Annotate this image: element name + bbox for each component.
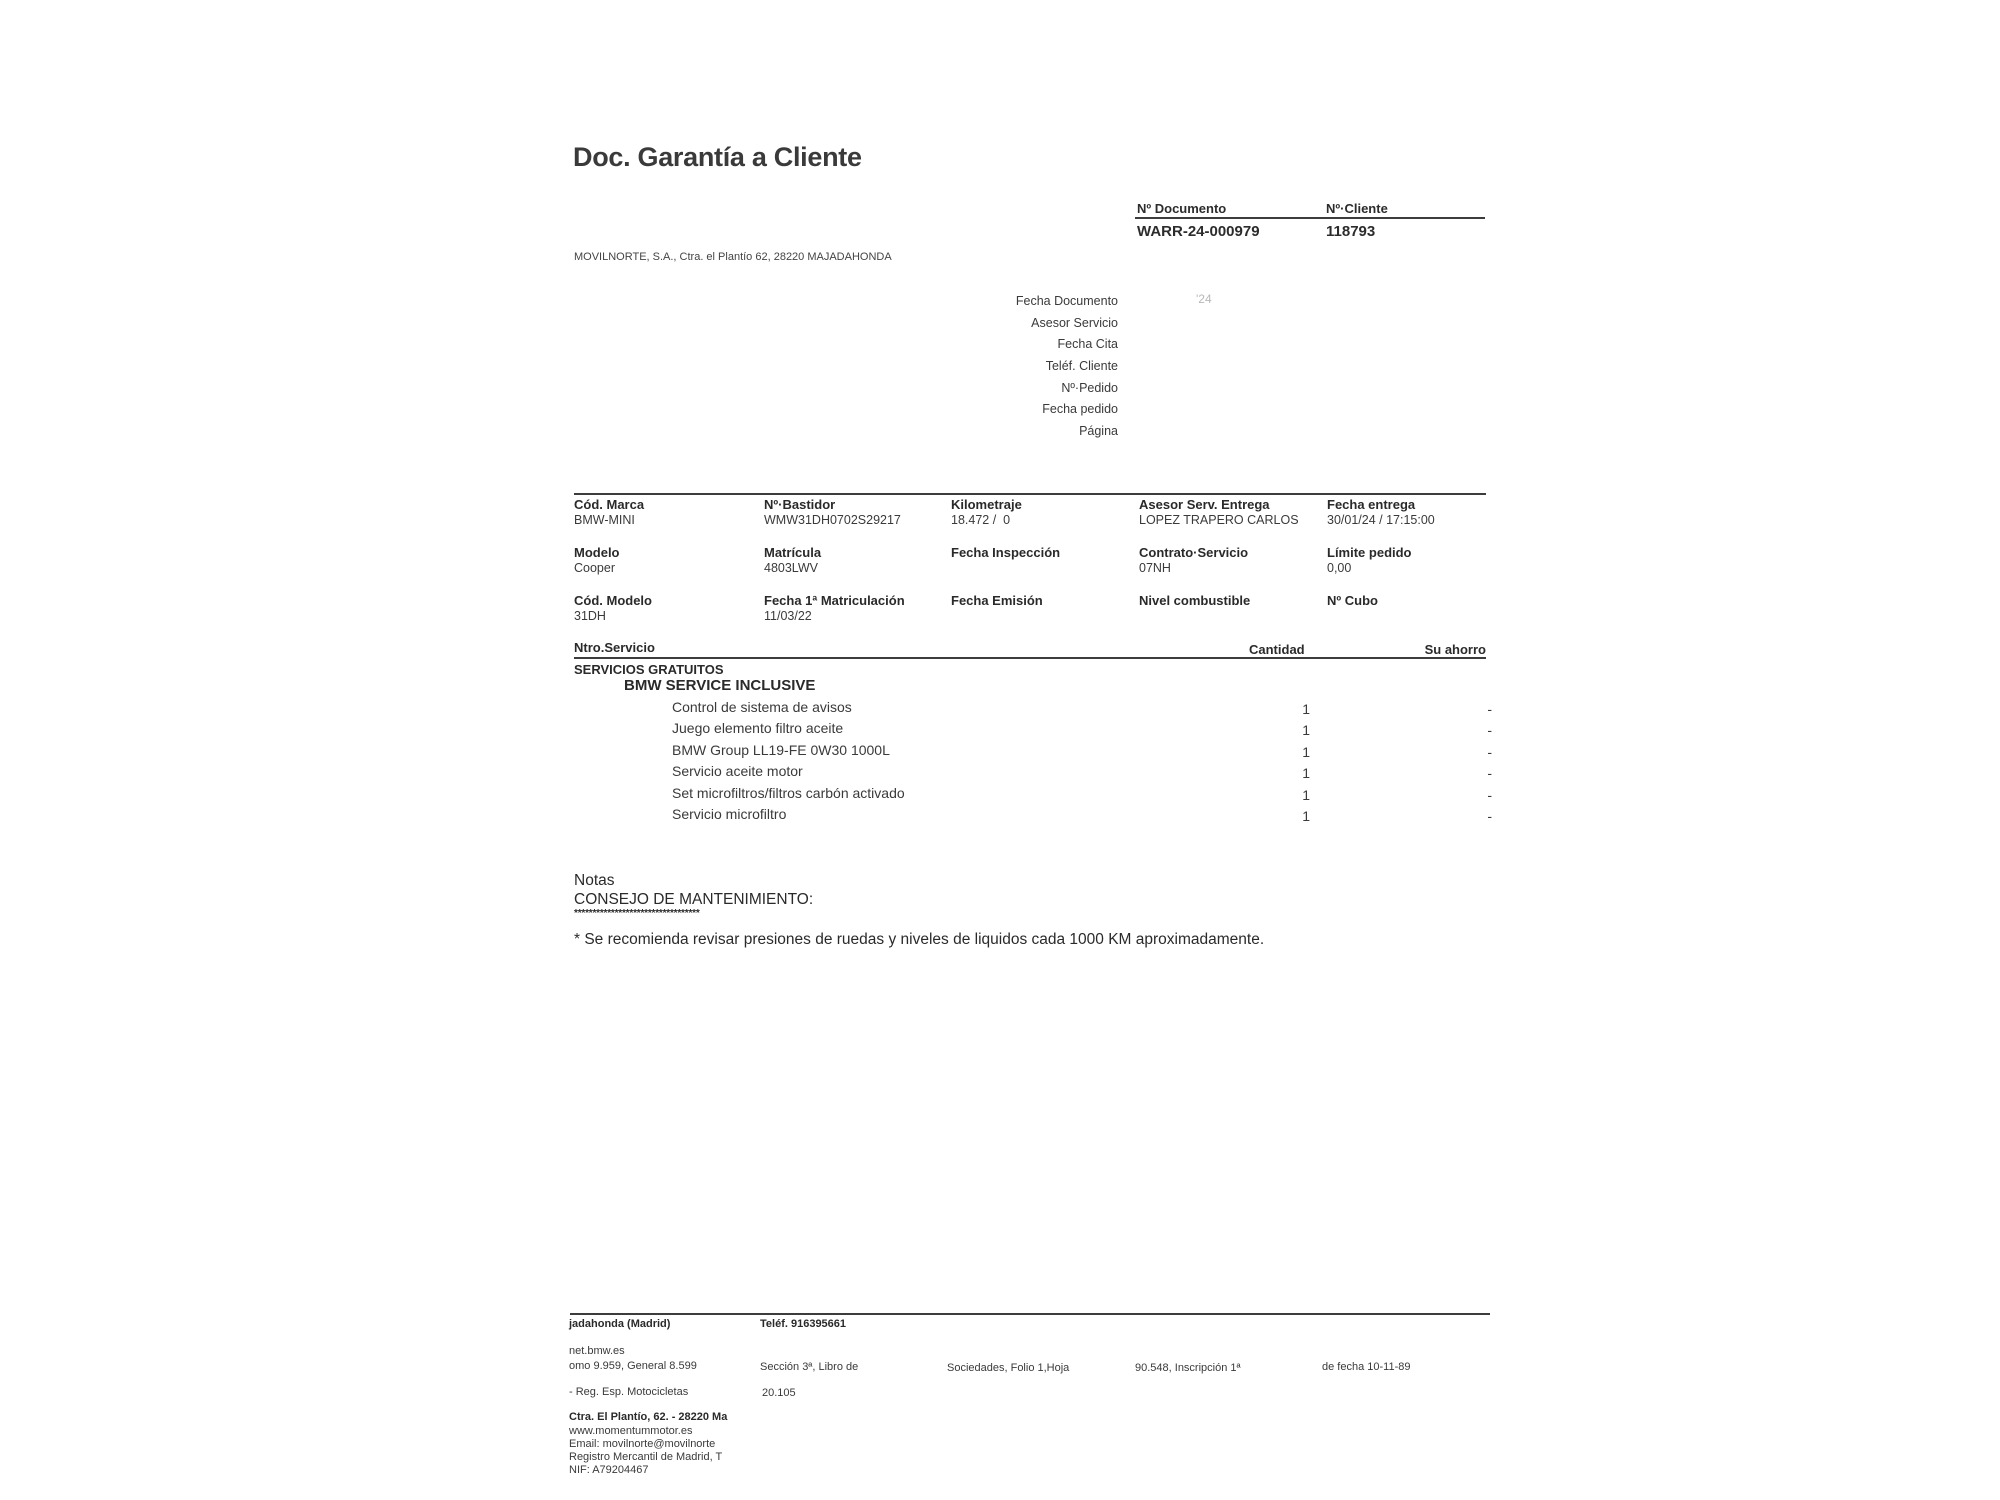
footer-nif: NIF: A79204467 <box>569 1464 649 1476</box>
footer-registry-c: Sociedades, Folio 1,Hoja <box>947 1362 1070 1374</box>
field-label-numero-cubo: Nº Cubo <box>1327 593 1378 608</box>
field-value-modelo: Cooper <box>574 561 615 575</box>
service-item-quantity: 1 <box>1302 765 1310 781</box>
service-item-saving: - <box>1487 722 1492 738</box>
field-value-matricula: 4803LWV <box>764 561 818 575</box>
field-value-limite-pedido: 0,00 <box>1327 561 1352 575</box>
service-item-saving: - <box>1487 787 1492 803</box>
meta-label-fecha-cita: Fecha Cita <box>1057 337 1118 351</box>
field-label-limite-pedido: Límite pedido <box>1327 545 1412 560</box>
service-item-quantity: 1 <box>1302 701 1310 717</box>
notes-text: * Se recomienda revisar presiones de ruedas y niveles de liquidos cada 1000 KM aproximadamente. <box>574 931 1265 948</box>
field-label-bastidor: Nº·Bastidor <box>764 497 836 512</box>
service-item-name: Control de sistema de avisos <box>672 699 852 715</box>
footer-location: jadahonda (Madrid) <box>569 1318 671 1330</box>
services-header-rule <box>574 657 1486 659</box>
service-item-quantity: 1 <box>1302 787 1310 803</box>
meta-label-fecha-pedido: Fecha pedido <box>1042 402 1118 416</box>
service-subgroup-title: BMW SERVICE INCLUSIVE <box>624 677 816 694</box>
footer-registry-b: Sección 3ª, Libro de <box>760 1361 859 1373</box>
field-label-fecha-matriculacion: Fecha 1ª Matriculación <box>764 593 905 608</box>
field-value-asesor-entrega: LOPEZ TRAPERO CARLOS <box>1139 513 1299 527</box>
meta-value-fecha-documento: '24 <box>1196 292 1212 306</box>
field-label-contrato-servicio: Contrato·Servicio <box>1139 545 1249 560</box>
service-item-name: Servicio aceite motor <box>672 763 803 779</box>
field-value-bastidor: WMW31DH0702S29217 <box>764 513 901 527</box>
footer-registry-d: 90.548, Inscripción 1ª <box>1135 1362 1241 1374</box>
service-item-name: Set microfiltros/filtros carbón activado <box>672 785 905 801</box>
doc-number-value: WARR-24-000979 <box>1137 223 1260 240</box>
footer-web-partial: net.bmw.es <box>569 1345 625 1357</box>
field-value-kilometraje: 18.472 / 0 <box>951 513 1011 527</box>
field-label-asesor-entrega: Asesor Serv. Entrega <box>1139 497 1270 512</box>
service-item-quantity: 1 <box>1302 744 1310 760</box>
meta-label-fecha-documento: Fecha Documento <box>1015 294 1118 308</box>
footer-registry-g: 20.105 <box>762 1387 796 1399</box>
field-label-cod-marca: Cód. Marca <box>574 497 645 512</box>
meta-label-asesor-servicio: Asesor Servicio <box>1031 316 1118 330</box>
field-value-contrato-servicio: 07NH <box>1139 561 1171 575</box>
footer-website[interactable]: www.momentummotor.es <box>569 1425 693 1437</box>
service-item-saving: - <box>1487 765 1492 781</box>
field-label-nivel-combustible: Nivel combustible <box>1139 593 1251 608</box>
field-label-cod-modelo: Cód. Modelo <box>574 593 652 608</box>
field-label-kilometraje: Kilometraje <box>951 497 1022 512</box>
footer-address: Ctra. El Plantío, 62. - 28220 Ma <box>569 1411 728 1423</box>
service-item-saving: - <box>1487 808 1492 824</box>
client-number-label: Nº·Cliente <box>1326 201 1388 216</box>
service-item-name: BMW Group LL19-FE 0W30 1000L <box>672 742 890 758</box>
service-item-name: Juego elemento filtro aceite <box>672 720 844 736</box>
company-address: MOVILNORTE, S.A., Ctra. el Plantío 62, 28220 MAJADAHONDA <box>574 251 892 263</box>
footer-rule <box>570 1313 1490 1315</box>
field-label-modelo: Modelo <box>574 545 620 560</box>
notes-heading: Notas <box>574 872 615 889</box>
footer-registry-f: - Reg. Esp. Motocicletas <box>569 1386 689 1398</box>
field-label-fecha-emision: Fecha Emisión <box>951 593 1043 608</box>
column-header-service: Ntro.Servicio <box>574 640 655 655</box>
header-rule <box>1135 217 1485 219</box>
document-title: Doc. Garantía a Cliente <box>573 142 862 172</box>
footer-registry-a: omo 9.959, General 8.599 <box>569 1360 697 1372</box>
notes-title: CONSEJO DE MANTENIMIENTO: <box>574 891 814 908</box>
service-item-saving: - <box>1487 744 1492 760</box>
field-value-fecha-entrega: 30/01/24 / 17:15:00 <box>1327 513 1435 527</box>
footer-registry-e: de fecha 10-11-89 <box>1322 1361 1411 1373</box>
doc-number-label: Nº Documento <box>1137 201 1227 216</box>
field-value-fecha-matriculacion: 11/03/22 <box>764 609 812 623</box>
column-header-saving: Su ahorro <box>1424 642 1486 657</box>
meta-label-numero-pedido: Nº·Pedido <box>1061 381 1118 395</box>
footer-registry: Registro Mercantil de Madrid, T <box>569 1451 723 1463</box>
footer-email[interactable]: Email: movilnorte@movilnorte <box>569 1438 716 1450</box>
notes-separator: ********************************** <box>574 908 700 919</box>
field-label-matricula: Matrícula <box>764 545 822 560</box>
service-item-saving: - <box>1487 701 1492 717</box>
field-label-fecha-inspeccion: Fecha Inspección <box>951 545 1061 560</box>
column-header-quantity: Cantidad <box>1249 642 1305 657</box>
service-group-title: SERVICIOS GRATUITOS <box>574 662 724 677</box>
client-number-value: 118793 <box>1326 223 1376 240</box>
service-item-quantity: 1 <box>1302 722 1310 738</box>
field-value-cod-marca: BMW-MINI <box>574 513 635 527</box>
meta-label-pagina: Página <box>1079 424 1118 438</box>
meta-label-telefono-cliente: Teléf. Cliente <box>1045 359 1118 373</box>
footer-phone: Teléf. 916395661 <box>760 1318 847 1330</box>
service-item-quantity: 1 <box>1302 808 1310 824</box>
field-label-fecha-entrega: Fecha entrega <box>1327 497 1416 512</box>
service-item-name: Servicio microfiltro <box>672 806 787 822</box>
vehicle-section-rule <box>574 493 1486 495</box>
field-value-cod-modelo: 31DH <box>574 609 606 623</box>
